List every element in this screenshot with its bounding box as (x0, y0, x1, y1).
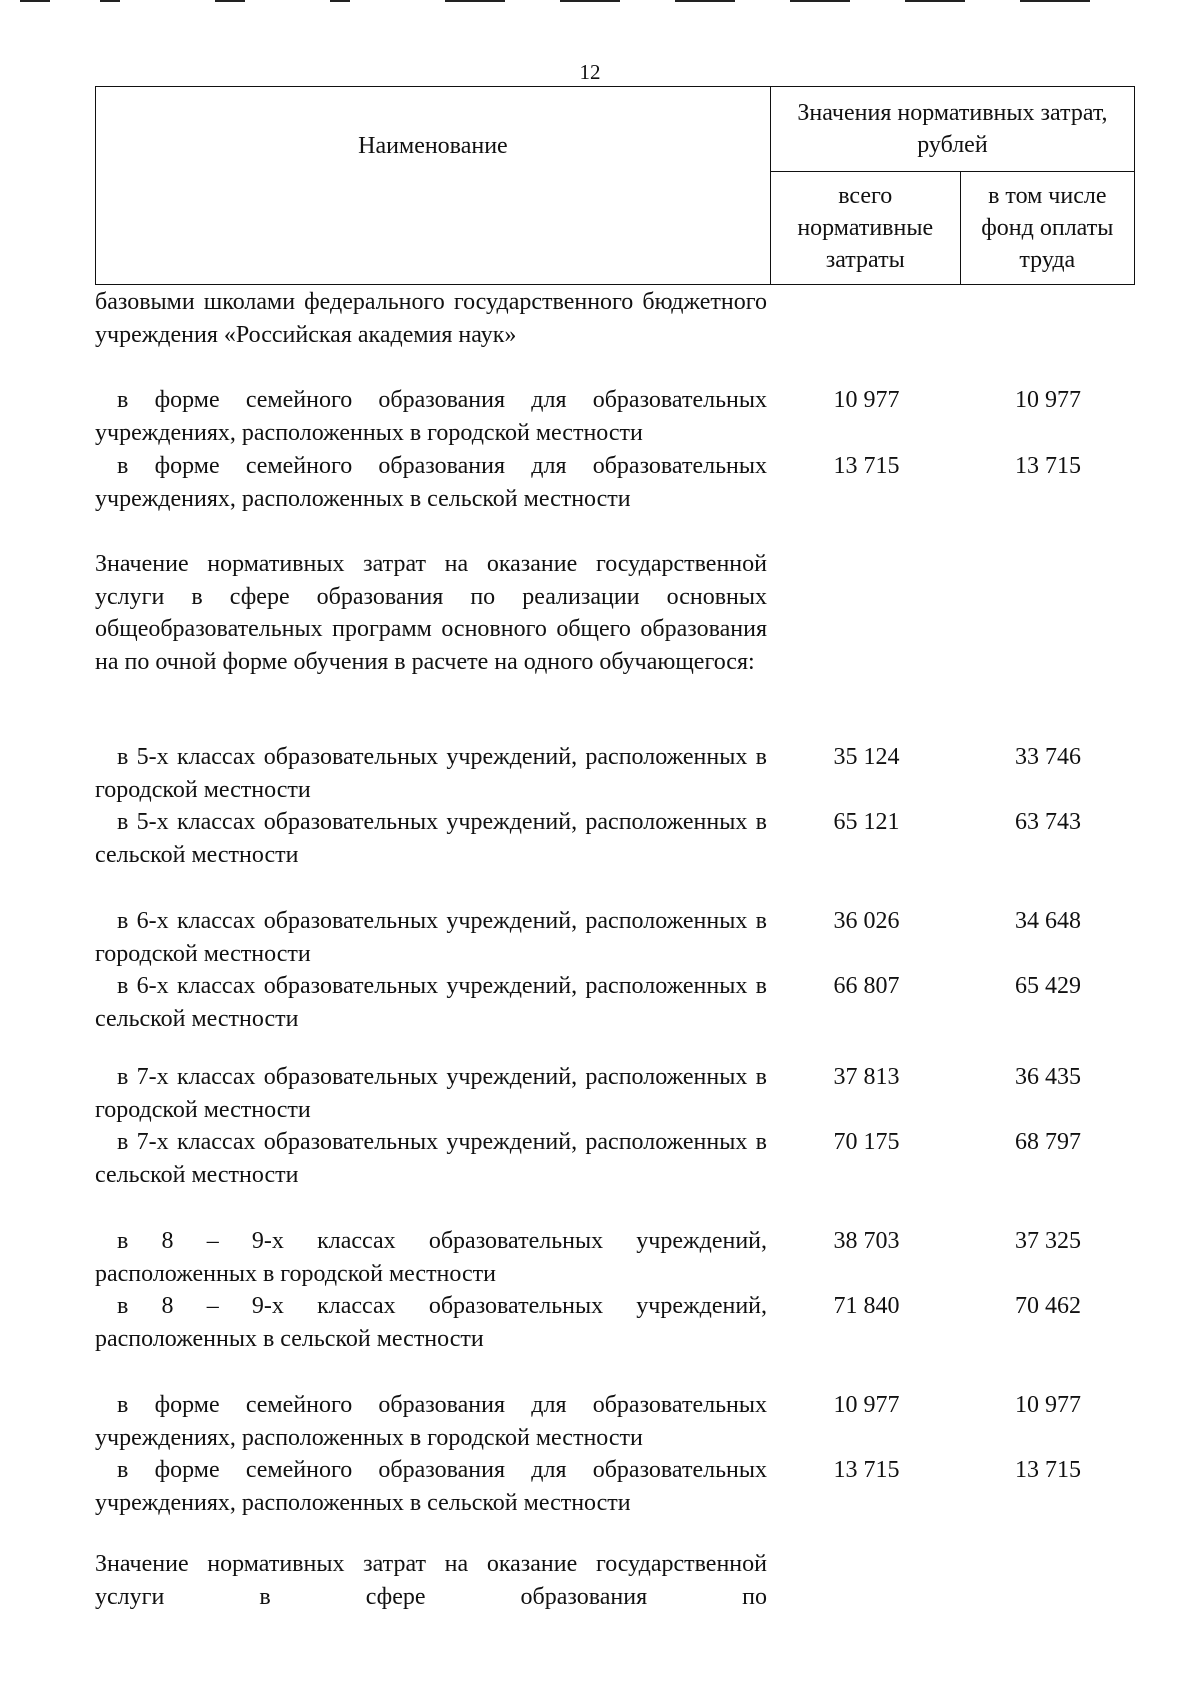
row-name: базовыми школами федерального государственного бюджетного учреждения «Российская академия наук» (95, 289, 767, 348)
row-total-value: 38 703 (833, 1228, 900, 1254)
row-total-value: 13 715 (833, 453, 900, 479)
row-name: в 6-х классах образовательных учреждений, расположенных в сельской местности (95, 973, 767, 1032)
row-total-value: 70 175 (833, 1129, 900, 1155)
row-name: в 7-х классах образовательных учреждений, расположенных в городской местности (95, 1064, 767, 1123)
row-fund-value: 33 746 (1015, 744, 1081, 770)
header-fund-label: в том числе фонд оплаты труда (981, 183, 1114, 273)
row-fund-value: 63 743 (1015, 809, 1081, 835)
page-number: 12 (579, 60, 601, 84)
row-fund-value: 65 429 (1015, 973, 1081, 999)
row-fund-value: 13 715 (1015, 453, 1081, 479)
row-fund-value: 34 648 (1015, 908, 1081, 934)
header-total-label: всего нормативные затраты (797, 183, 934, 273)
row-name: в 8 – 9-х классах образовательных учреждений, расположенных в городской местности (95, 1228, 767, 1287)
row-name: в 6-х классах образовательных учреждений, расположенных в городской местности (95, 908, 767, 967)
row-fund-value: 36 435 (1015, 1064, 1081, 1090)
row-total-value: 10 977 (833, 387, 900, 413)
row-total-value: 71 840 (833, 1293, 900, 1319)
row-total-value: 13 715 (833, 1457, 900, 1483)
row-total-value: 66 807 (833, 973, 900, 999)
header-values-group (770, 87, 1134, 172)
row-name: в форме семейного образования для образовательных учреждениях, расположенных в городской местности (95, 387, 767, 446)
row-fund-value: 68 797 (1015, 1129, 1081, 1155)
header-name-label: Наименование (358, 132, 508, 159)
scan-edge-marks (0, 0, 1200, 6)
row-name: в форме семейного образования для образовательных учреждениях, расположенных в сельской местности (95, 453, 767, 512)
header-name-cell (96, 87, 771, 285)
row-name: Значение нормативных затрат на оказание государственной услуги в сфере образования по реализации основных общеобразовательных программ основного общего образования на по очной форме обучения в расчете на одного обучающегося: (95, 551, 767, 675)
row-total-value: 36 026 (833, 908, 900, 934)
row-total-value: 10 977 (833, 1392, 900, 1418)
row-total-value: 35 124 (833, 744, 900, 770)
row-name: в 8 – 9-х классах образовательных учреждений, расположенных в сельской местности (95, 1293, 767, 1352)
row-name: в 7-х классах образовательных учреждений, расположенных в сельской местности (95, 1129, 767, 1188)
row-total-value: 37 813 (833, 1064, 900, 1090)
row-fund-value: 10 977 (1015, 1392, 1081, 1418)
row-name: в 5-х классах образовательных учреждений, расположенных в сельской местности (95, 809, 767, 868)
row-fund-value: 10 977 (1015, 387, 1081, 413)
row-fund-value: 13 715 (1015, 1457, 1081, 1483)
row-fund-value: 37 325 (1015, 1228, 1081, 1254)
row-fund-value: 70 462 (1015, 1293, 1081, 1319)
row-name: в форме семейного образования для образовательных учреждениях, расположенных в городской местности (95, 1392, 767, 1451)
row-name: в 5-х классах образовательных учреждений, расположенных в городской местности (95, 744, 767, 803)
row-total-value: 65 121 (833, 809, 900, 835)
header-fund-cell (960, 172, 1134, 285)
table-header (95, 86, 1135, 285)
header-values-label: Значения нормативных затрат, рублей (797, 100, 1108, 158)
row-name: в форме семейного образования для образовательных учреждениях, расположенных в сельской местности (95, 1457, 767, 1516)
row-name: Значение нормативных затрат на оказание государственной услуги в сфере образования по (95, 1551, 767, 1610)
header-total-cell (770, 172, 960, 285)
